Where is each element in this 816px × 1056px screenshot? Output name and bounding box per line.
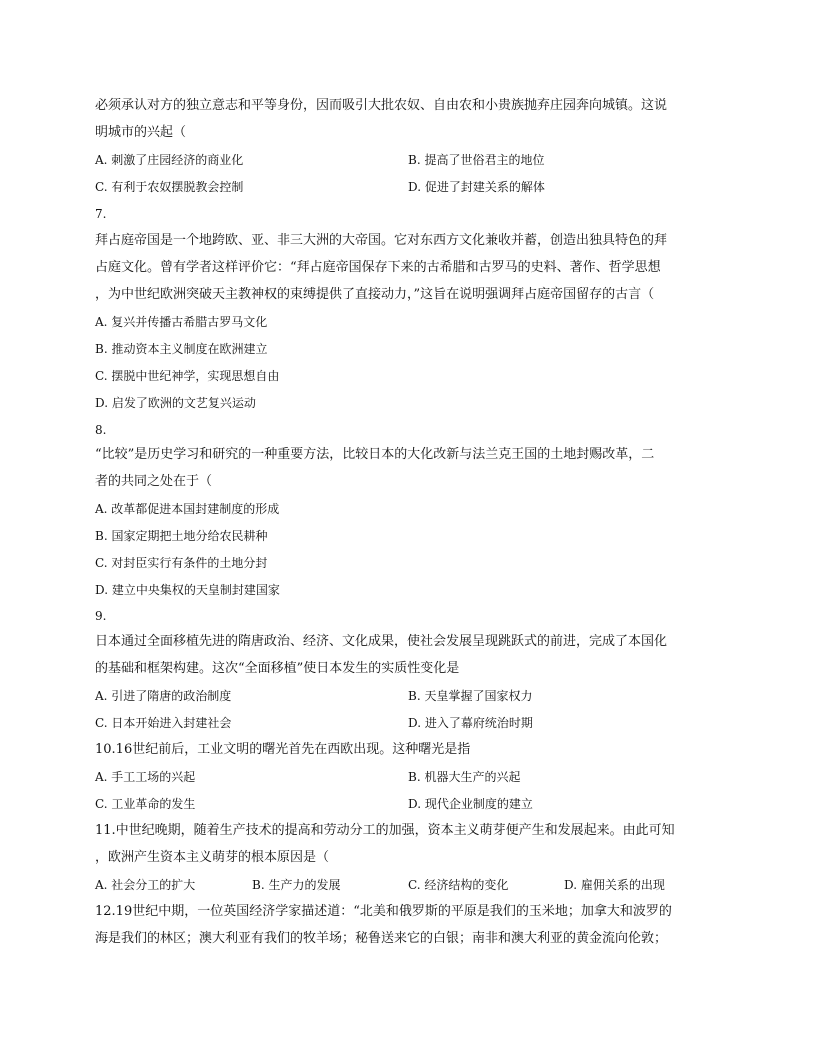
question-9-stem-line: 的基础和框架构建。这次“全面移植”使日本发生的实质性变化是 — [95, 661, 460, 676]
question-12-stem-line: 海是我们的林区；澳大利亚有我们的牧羊场；秘鲁送来它的白银；南非和澳大利亚的黄金流向伦敦； — [95, 931, 668, 946]
question-10-options-row — [95, 768, 725, 786]
option-c[interactable]: C. 摆脱中世纪神学，实现思想自由 — [95, 369, 280, 383]
question-8-number: 8. — [95, 423, 107, 437]
question-6-stem-line: 必须承认对方的独立意志和平等身份，因而吸引大批农奴、自由农和小贵族抛弃庄园奔向城镇。这说 — [95, 98, 668, 113]
option-a[interactable]: A. 引进了隋唐的政治制度 — [95, 689, 232, 703]
option-a[interactable]: A. 社会分工的扩大 — [95, 878, 196, 892]
question-6-options-row — [95, 151, 725, 169]
option-b[interactable]: B. 提高了世俗君主的地位 — [408, 153, 545, 167]
question-10-stem-line: 10.16世纪前后，工业文明的曙光首先在西欧出现。这种曙光是指 — [95, 742, 471, 757]
question-6-stem-line: 明城市的兴起（ — [95, 125, 187, 140]
option-c[interactable]: C. 工业革命的发生 — [95, 797, 196, 811]
option-d[interactable]: D. 启发了欧洲的文艺复兴运动 — [95, 396, 256, 410]
option-c[interactable]: C. 有利于农奴摆脱教会控制 — [95, 180, 244, 194]
question-7-stem-line: 占庭文化。曾有学者这样评价它：“拜占庭帝国保存下来的古希腊和古罗马的史料、著作、哲学思想 — [95, 260, 661, 275]
question-10-options-row — [95, 795, 725, 813]
question-9-options-row — [95, 714, 725, 732]
option-b[interactable]: B. 机器大生产的兴起 — [408, 770, 521, 784]
question-7-stem-line: 拜占庭帝国是一个地跨欧、亚、非三大洲的大帝国。它对东西方文化兼收并蓄，创造出独具特色的拜 — [95, 233, 668, 248]
option-b[interactable]: B. 生产力的发展 — [252, 878, 341, 892]
question-6-options-row — [95, 178, 725, 196]
question-9-number: 9. — [95, 609, 107, 623]
question-9-stem-line: 日本通过全面移植先进的隋唐政治、经济、文化成果，使社会发展呈现跳跃式的前进，完成了本国化 — [95, 634, 668, 649]
option-b[interactable]: B. 天皇掌握了国家权力 — [408, 689, 533, 703]
question-11-stem-line: 11.中世纪晚期，随着生产技术的提高和劳动分工的加强，资本主义萌芽便产生和发展起来。由此可知 — [95, 823, 675, 838]
option-d[interactable]: D. 促进了封建关系的解体 — [408, 180, 545, 194]
option-d[interactable]: D. 进入了幕府统治时期 — [408, 716, 533, 730]
option-a[interactable]: A. 复兴并传播古希腊古罗马文化 — [95, 315, 268, 329]
option-d[interactable]: D. 建立中央集权的天皇制封建国家 — [95, 583, 280, 597]
option-a[interactable]: A. 手工工场的兴起 — [95, 770, 196, 784]
option-a[interactable]: A. 刺激了庄园经济的商业化 — [95, 153, 244, 167]
question-8-stem-line: “比较”是历史学习和研究的一种重要方法，比较日本的大化改新与法兰克王国的土地封赐改革，二 — [95, 447, 655, 462]
option-a[interactable]: A. 改革都促进本国封建制度的形成 — [95, 502, 280, 516]
option-d[interactable]: D. 现代企业制度的建立 — [408, 797, 533, 811]
question-7-stem-line: ，为中世纪欧洲突破天主教神权的束缚提供了直接动力，”这旨在说明强调拜占庭帝国留存的古言（ — [95, 287, 655, 302]
option-b[interactable]: B. 国家定期把土地分给农民耕种 — [95, 529, 268, 543]
question-11-stem-line: ，欧洲产生资本主义萌芽的根本原因是（ — [95, 850, 330, 865]
option-c[interactable]: C. 对封臣实行有条件的土地分封 — [95, 556, 268, 570]
option-b[interactable]: B. 推动资本主义制度在欧洲建立 — [95, 342, 268, 356]
question-8-stem-line: 者的共同之处在于（ — [95, 474, 213, 489]
option-c[interactable]: C. 经济结构的变化 — [408, 878, 509, 892]
question-7-number: 7. — [95, 207, 107, 221]
question-12-stem-line: 12.19世纪中期，一位英国经济学家描述道：“北美和俄罗斯的平原是我们的玉米地；加拿大和波罗的 — [95, 904, 672, 919]
option-c[interactable]: C. 日本开始进入封建社会 — [95, 716, 232, 730]
question-9-options-row — [95, 687, 725, 705]
option-d[interactable]: D. 雇佣关系的出现 — [564, 878, 665, 892]
